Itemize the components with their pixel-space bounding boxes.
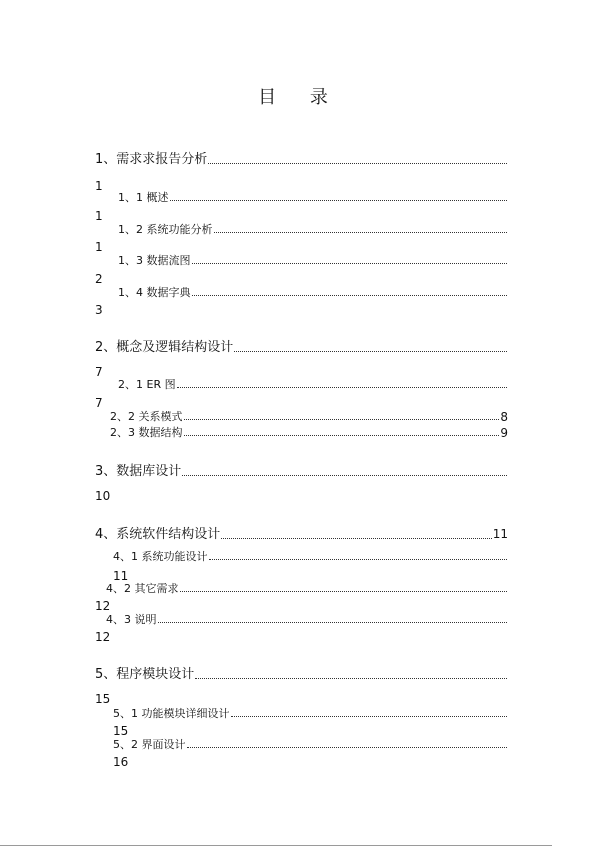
- toc-entry-label: 4、1 系统功能设计: [113, 550, 208, 563]
- dot-leader: [184, 435, 500, 436]
- dot-leader: [180, 591, 508, 592]
- toc-entry-label: 5、2 界面设计: [113, 738, 186, 751]
- dot-leader: [192, 295, 508, 296]
- toc-entry[interactable]: [118, 286, 508, 300]
- toc-entry-label: 1、需求求报告分析: [95, 152, 208, 167]
- toc-entry[interactable]: [110, 410, 508, 424]
- page-title: 目 录: [258, 87, 342, 108]
- toc-page-number: 12: [95, 599, 111, 613]
- toc-entry[interactable]: [95, 526, 508, 543]
- toc-entry[interactable]: [113, 738, 508, 752]
- toc-page-number: 1: [95, 209, 103, 223]
- toc-entry-label: 2、3 数据结构: [110, 426, 183, 439]
- toc-entry[interactable]: [95, 339, 508, 356]
- toc-entry[interactable]: [110, 426, 508, 440]
- toc-entry[interactable]: [95, 463, 508, 480]
- dot-leader: [221, 538, 491, 539]
- toc-entry-label: 1、2 系统功能分析: [118, 223, 213, 236]
- toc-entry[interactable]: [106, 613, 508, 627]
- toc-page-number: 15: [113, 724, 129, 738]
- dot-leader: [231, 716, 508, 717]
- toc-entry-label: 5、1 功能模块详细设计: [113, 707, 230, 720]
- dot-leader: [192, 263, 508, 264]
- toc-page-number: 9: [500, 426, 508, 440]
- toc-entry[interactable]: [95, 151, 508, 168]
- toc-entry[interactable]: [118, 191, 508, 205]
- dot-leader: [177, 387, 507, 388]
- dot-leader: [158, 622, 508, 623]
- toc-page-number: 7: [95, 396, 103, 410]
- toc-entry-label: 1、1 概述: [118, 191, 169, 204]
- toc-entry-label: 5、程序模块设计: [95, 667, 195, 682]
- toc-entry[interactable]: [113, 550, 508, 564]
- toc-entry-label: 2、1 ER 图: [118, 378, 176, 391]
- toc-page-number: 8: [500, 410, 508, 424]
- toc-page-number: 1: [95, 179, 103, 193]
- toc-entry[interactable]: [118, 223, 508, 237]
- toc-entry[interactable]: [95, 666, 508, 683]
- toc-page-number: 1: [95, 240, 103, 254]
- toc-entry-label: 4、3 说明: [106, 613, 157, 626]
- toc-entry-label: 4、2 其它需求: [106, 582, 179, 595]
- toc-page-number: 2: [95, 272, 103, 286]
- dot-leader: [187, 747, 508, 748]
- toc-entry[interactable]: [118, 378, 508, 392]
- dot-leader: [184, 419, 500, 420]
- toc-page-number: 16: [113, 755, 129, 769]
- dot-leader: [234, 351, 507, 352]
- toc-page-number: 3: [95, 303, 103, 317]
- toc-entry-label: 2、概念及逻辑结构设计: [95, 340, 234, 355]
- dot-leader: [195, 678, 507, 679]
- dot-leader: [209, 559, 508, 560]
- toc-entry-label: 4、系统软件结构设计: [95, 527, 221, 542]
- toc-page-number: 15: [95, 692, 111, 706]
- toc-entry-label: 3、数据库设计: [95, 464, 182, 479]
- toc-page-number: 12: [95, 630, 111, 644]
- toc-entry[interactable]: [106, 582, 508, 596]
- toc-entry[interactable]: [118, 254, 508, 268]
- toc-entry-label: 2、2 关系模式: [110, 410, 183, 423]
- toc-page-number: 11: [113, 569, 129, 583]
- dot-leader: [182, 475, 507, 476]
- toc-entry-label: 1、3 数据流图: [118, 254, 191, 267]
- toc-page-number: 11: [492, 527, 508, 541]
- toc-page-number: 10: [95, 489, 111, 503]
- dot-leader: [170, 200, 508, 201]
- dot-leader: [208, 163, 507, 164]
- toc-entry[interactable]: [113, 707, 508, 721]
- dot-leader: [214, 232, 508, 233]
- toc-entry-label: 1、4 数据字典: [118, 286, 191, 299]
- toc-page-number: 7: [95, 365, 103, 379]
- page-bottom-rule: [0, 845, 552, 846]
